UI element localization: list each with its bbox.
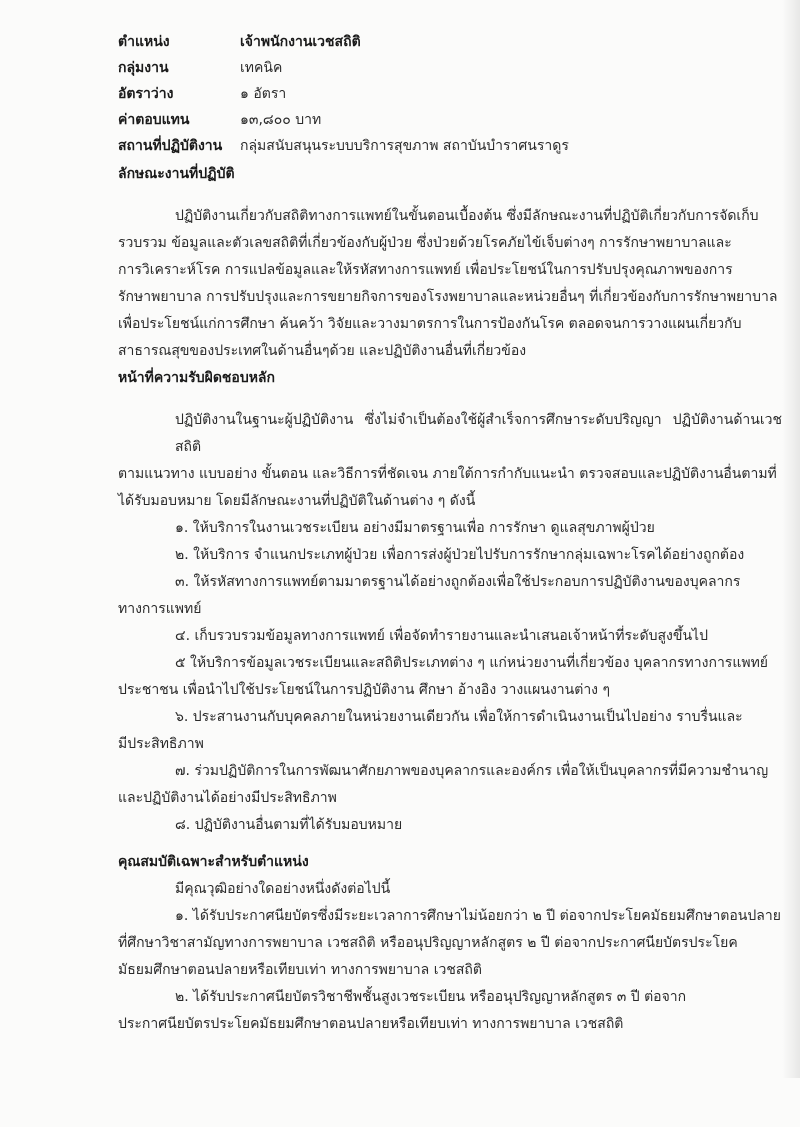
list-item: ๖. ประสานงานกับบุคคลภายในหน่วยงานเดียวกัน เพื่อให้การดำเนินงานเป็นไปอย่าง ราบรื่นและ [175,709,743,725]
paragraph-line: เพื่อประโยชน์แก่การศึกษา ค้นคว้า วิจัยและวางมาตรการในการป้องกันโรค ตลอดจนการวางแผนเกี่ยวกับ [118,316,742,332]
responsibilities-section [118,365,782,839]
location-label: สถานที่ปฏิบัติงาน [118,138,223,154]
list-item-cont: ทางการแพทย์ [118,601,202,617]
location-row [118,133,782,159]
vacancy-row [118,81,782,107]
list-item-cont: มัธยมศึกษาตอนปลายหรือเทียบเท่า ทางการพยาบาล เวชสถิติ [118,962,482,978]
group-value: เทคนิค [240,60,283,76]
position-value: เจ้าพนักงานเวชสถิติ [240,34,361,50]
salary-row [118,107,782,133]
list-item: ๘. ปฏิบัติงานอื่นตามที่ได้รับมอบหมาย [175,817,403,833]
list-item: ๒. ได้รับประกาศนียบัตรวิชาชีพชั้นสูงเวชระเบียน หรืออนุปริญญาหลักสูตร ๓ ปี ต่อจาก [175,989,687,1005]
section-heading: หน้าที่ความรับผิดชอบหลัก [118,370,275,386]
list-item: ๔. เก็บรวบรวมข้อมูลทางการแพทย์ เพื่อจัดทำรายงานและนำเสนอเจ้าหน้าที่ระดับสูงขึ้นไป [175,628,708,644]
position-info [118,29,782,159]
list-item: ๑. ได้รับประกาศนียบัตรซึ่งมีระยะเวลาการศึกษาไม่น้อยกว่า ๒ ปี ต่อจากประโยคมัธยมศึกษาตอนปลาย [175,908,781,924]
group-label: กลุ่มงาน [118,60,169,76]
paragraph-line: มีคุณวุฒิอย่างใดอย่างหนึ่งดังต่อไปนี้ [175,881,391,897]
list-item-cont: ประกาศนียบัตรประโยคมัธยมศึกษาตอนปลายหรือเทียบเท่า ทางการพยาบาล เวชสถิติ [118,1016,624,1032]
location-value: กลุ่มสนับสนุนระบบบริการสุขภาพ สถาบันบำราศนราดูร [240,138,569,154]
list-item: ๒. ให้บริการ จำแนกประเภทผู้ป่วย เพื่อการส่งผู้ป่วยไปรับการรักษากลุ่มเฉพาะโรคได้อย่างถูกต้อง [175,547,745,563]
list-item: ๕ ให้บริการข้อมูลเวชระเบียนและสถิติประเภทต่าง ๆ แก่หน่วยงานที่เกี่ยวข้อง บุคลากรทางการแพทย์ [175,655,769,671]
list-item-cont: มีประสิทธิภาพ [118,736,204,752]
list-item-cont: และปฏิบัติงานได้อย่างมีประสิทธิภาพ [118,790,337,806]
section-heading: ลักษณะงานที่ปฏิบัติ [118,166,235,182]
vacancy-value: ๑ อัตรา [240,86,287,102]
paragraph-line: ปฏิบัติงานเกี่ยวกับสถิติทางการแพทย์ในขั้นตอนเบื้องต้น ซึ่งมีลักษณะงานที่ปฏิบัติเกี่ยวกับการจัดเก็บ [175,208,759,224]
paragraph-line: รวบรวม ข้อมูลและตัวเลขสถิติที่เกี่ยวข้องกับผู้ป่วย ซึ่งป่วยด้วยโรคภัยไข้เจ็บต่างๆ การรักษาพยาบาลและ [118,235,732,251]
list-item: ๓. ให้รหัสทางการแพทย์ตามมาตรฐานได้อย่างถูกต้องเพื่อใช้ประกอบการปฏิบัติงานของบุคลากร [175,574,741,590]
paragraph-line: ปฏิบัติงานในฐานะผู้ปฏิบัติงาน ซึ่งไม่จำเป็นต้องใช้ผู้สำเร็จการศึกษาระดับปริญญา ปฏิบัติงานด้านเวชสถิติ [175,412,782,455]
list-item-cont: ที่ศึกษาวิชาสามัญทางการพยาบาล เวชสถิติ หรืออนุปริญญาหลักสูตร ๒ ปี ต่อจากประกาศนียบัตรประโยค [118,935,738,951]
vacancy-label: อัตราว่าง [118,86,174,102]
paragraph-line: การวิเคราะห์โรค การแปลข้อมูลและให้รหัสทางการแพทย์ เพื่อประโยชน์ในการปรับปรุงคุณภาพของการ [118,262,733,278]
list-item: ๗. ร่วมปฏิบัติการในการพัฒนาศักยภาพของบุคลากรและองค์กร เพื่อให้เป็นบุคลากรที่มีความชำนาญ [175,763,769,779]
qualifications-section [118,849,782,1038]
position-row [118,29,782,55]
paragraph-line: รักษาพยาบาล การปรับปรุงและการขยายกิจการของโรงพยาบาลและหน่วยอื่นๆ ที่เกี่ยวข้องกับการรักษาพยาบาล [118,289,778,305]
job-nature-section [118,161,782,365]
salary-label: ค่าตอบแทน [118,112,190,128]
paragraph-line: สาธารณสุขของประเทศในด้านอื่นๆด้วย และปฏิบัติงานอื่นที่เกี่ยวข้อง [118,343,527,359]
section-heading: คุณสมบัติเฉพาะสำหรับตำแหน่ง [118,854,309,870]
list-item: ๑. ให้บริการในงานเวชระเบียน อย่างมีมาตรฐานเพื่อ การรักษา ดูแลสุขภาพผู้ป่วย [175,520,655,536]
scan-edge-shadow [782,0,800,1078]
position-label: ตำแหน่ง [118,34,170,50]
paragraph-line: ได้รับมอบหมาย โดยมีลักษณะงานที่ปฏิบัติในด้านต่าง ๆ ดังนี้ [118,493,476,509]
group-row [118,55,782,81]
list-item-cont: ประชาชน เพื่อนำไปใช้ประโยชน์ในการปฏิบัติงาน ศึกษา อ้างอิง วางแผนงานต่าง ๆ [118,682,610,698]
salary-value: ๑๓,๘๐๐ บาท [240,112,322,128]
paragraph-line: ตามแนวทาง แบบอย่าง ขั้นตอน และวิธีการที่ชัดเจน ภายใต้การกำกับแนะนำ ตรวจสอบและปฏิบัติงานอื่นตามที่ [118,466,777,482]
